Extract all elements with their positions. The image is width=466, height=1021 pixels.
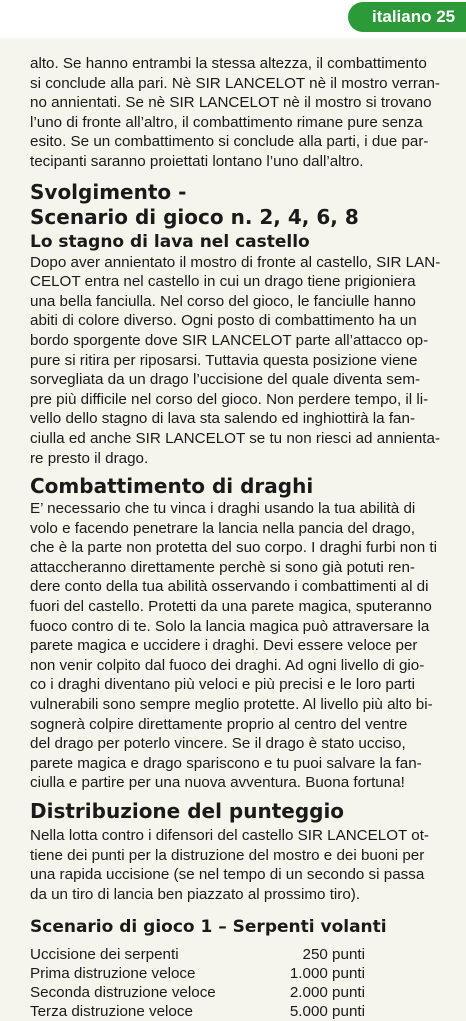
score-label: Uccisione dei serpenti: [30, 946, 179, 964]
score-row: [30, 983, 460, 1002]
score-label: Seconda distruzione veloce: [30, 984, 216, 1002]
text-line: volo e facendo penetrare la lancia nella pancia del drago,: [30, 519, 416, 537]
text-line: re presto il drago.: [30, 449, 149, 467]
text-line: parete magica e drago spariscono e tu puoi salvare la fan-: [30, 754, 422, 772]
text-line: sognerà colpire direttamente proprio al centro del ventre: [30, 715, 408, 733]
section-svolgimento: [30, 180, 460, 469]
text-line: ciulla e partire per una nuova avventura. Buona fortuna!: [30, 774, 405, 792]
text-line: vello dello stagno di lava sta salendo ed inghiottirà la fan-: [30, 410, 415, 428]
section-heading: Distribuzione del punteggio: [30, 799, 345, 823]
text-line: ciulla ed anche SIR LANCELOT se tu non riesci ad annienta-: [30, 429, 441, 447]
text-line: CELOT entra nel castello in cui un drago tiene prigioniera: [30, 273, 416, 291]
section-combattimento: [30, 474, 460, 793]
text-line: parete magica e uccidere i draghi. Devi essere veloce per: [30, 637, 418, 655]
score-value: 2.000 punti: [289, 984, 365, 1002]
text-line: vulnerabili sono sempre meglio protette. Al livello più alto bi-: [30, 696, 433, 714]
text-line: Nella lotta contro i difensori del castello SIR LANCELOT ot-: [30, 827, 429, 844]
page-number-tab: [348, 2, 466, 32]
text-line: pure si ritira per riposarsi. Tuttavia questa posizione viene: [30, 351, 418, 369]
score-value: 5.000 punti: [289, 1003, 365, 1021]
text-line: fuori del castello. Protetti da una parete magica, sputeranno: [30, 598, 432, 616]
text-line: che è la parte non protetta del suo corpo. I draghi furbi non ti: [30, 539, 437, 557]
score-row: [30, 945, 460, 964]
text-line: bordo sporgente dove SIR LANCELOT parte all’attacco op-: [30, 331, 429, 349]
text-line: alto. Se hanno entrambi la stessa altezza, il combattimento: [30, 55, 427, 72]
text-line: pre più difficile nel corso del gioco. Non perdere tempo, il li-: [30, 390, 429, 408]
text-line: abiti di colore diverso. Ogni posto di combattimento ha un: [30, 312, 417, 330]
score-label: Prima distruzione veloce: [30, 965, 196, 983]
page-label: italiano 25: [372, 7, 456, 26]
text-line: Dopo aver annientato il mostro di fronte al castello, SIR LAN-: [30, 253, 441, 271]
text-line: una bella fanciulla. Nel corso del gioco, le fanciulle hanno: [30, 292, 416, 310]
text-line: tecipanti saranno proiettati lontano l’uno dall’altro.: [30, 152, 364, 170]
text-line: co i draghi diventano più veloci e più precisi e le loro parti: [30, 676, 415, 694]
text-line: si conclude alla pari. Nè SIR LANCELOT nè il mostro verran-: [30, 74, 440, 92]
score-value: 1.000 punti: [289, 965, 365, 983]
text-line: del drago per poterlo vincere. Se il drago è stato ucciso,: [30, 735, 406, 753]
text-line: E’ necessario che tu vinca i draghi usando la tua abilità di: [30, 500, 416, 518]
score-table: [30, 945, 460, 1021]
section-heading: Combattimento di draghi: [30, 474, 314, 499]
text-line: sorvegliata da un drago l’uccisione del quale diventa sem-: [30, 371, 421, 389]
text-line: fuoco contro di te. Solo la lancia magica può attraversare la: [30, 617, 430, 635]
distribuzione-paragraph: [30, 826, 460, 904]
section-heading: Scenario di gioco n. 2, 4, 6, 8: [30, 204, 359, 229]
section-distribuzione: [30, 799, 460, 904]
text-line: tiene dei punti per la distruzione del mostro e dei buoni per: [30, 846, 425, 864]
text-line: attaccheranno direttamente perchè si sono già potuti ren-: [30, 558, 415, 576]
text-line: da un tiro di lancia ben piazzato al prossimo tiro).: [30, 885, 361, 903]
section-subheading: Lo stagno di lava nel castello: [30, 231, 310, 252]
score-value: 250 punti: [302, 946, 365, 964]
combattimento-paragraph: [30, 499, 460, 793]
score-row: [30, 964, 460, 983]
section-heading: Svolgimento -: [30, 179, 187, 204]
text-line: non venir colpito dal fuoco dei draghi. Ad ogni livello di gio-: [30, 656, 425, 674]
intro-paragraph: [30, 54, 460, 172]
text-line: esito. Se un combattimento si conclude alla parti, i due par-: [30, 133, 429, 151]
score-row: [30, 1002, 460, 1021]
text-line: no annientati. Se nè SIR LANCELOT nè il mostro si trovano: [30, 94, 432, 112]
svolgimento-paragraph: [30, 253, 460, 469]
score-label: Terza distruzione veloce: [30, 1003, 193, 1021]
page-body: [30, 46, 460, 1021]
text-line: una rapida uccisione (se nel tempo di un secondo si passa: [30, 866, 425, 884]
text-line: dere conto della tua abilità osservando i combattimenti al di: [30, 578, 429, 596]
section-scenario-1: [30, 916, 460, 1021]
text-line: l’uno di fronte all’altro, il combattimento rimane pure senza: [30, 113, 423, 131]
section-subheading: Scenario di gioco 1 – Serpenti volanti: [30, 917, 387, 938]
